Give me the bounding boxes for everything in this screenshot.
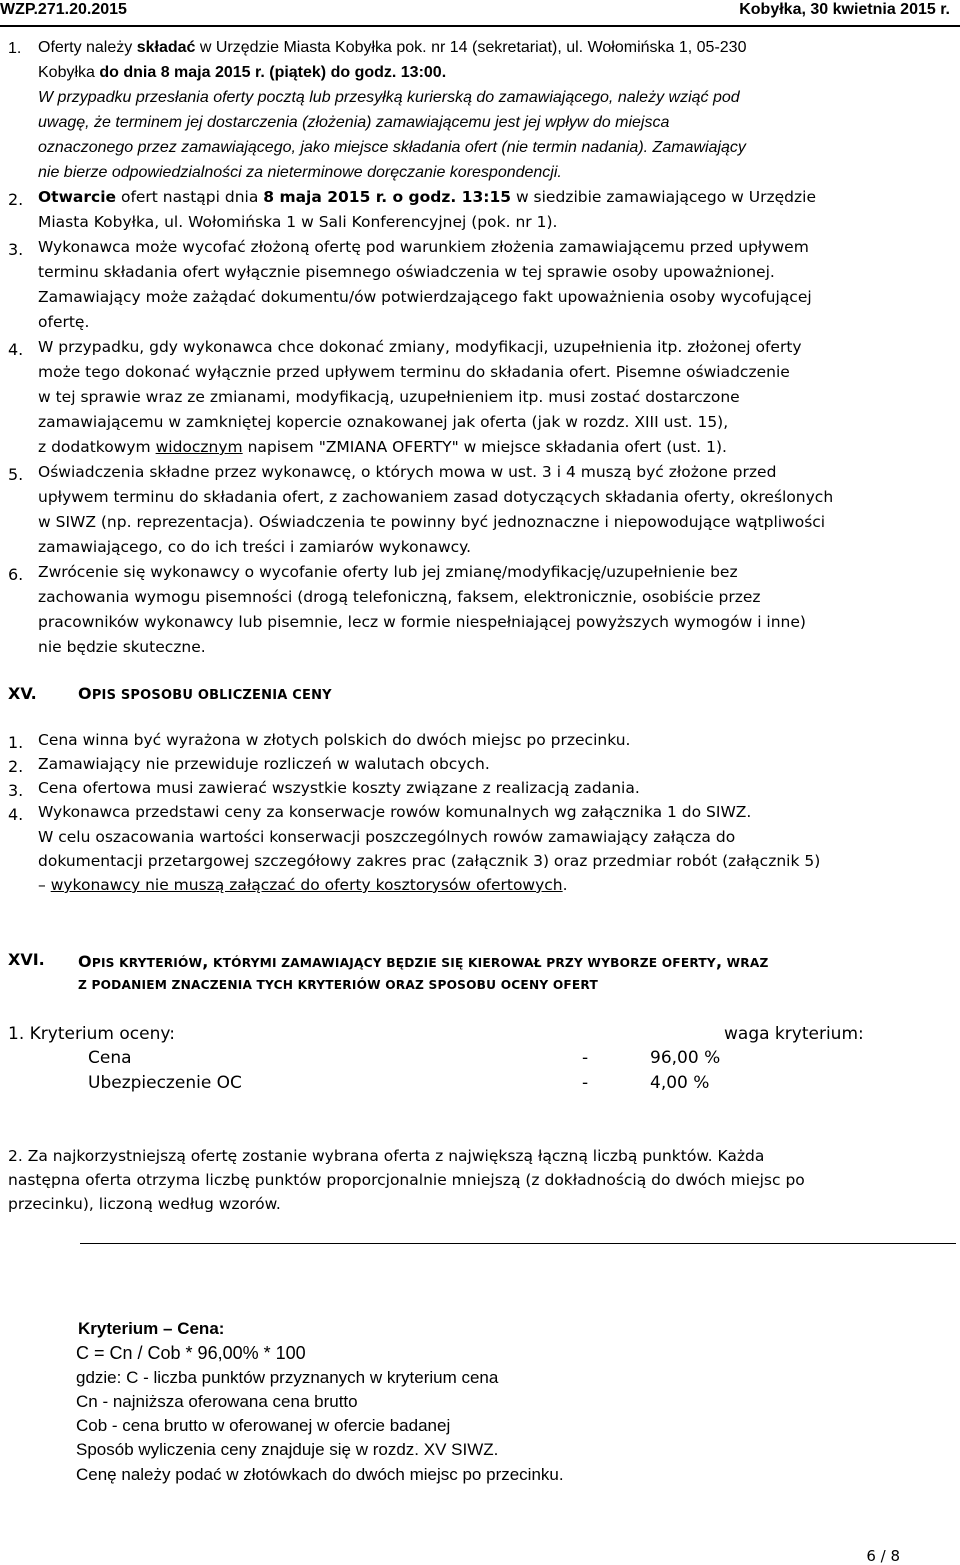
item1-line3: W przypadku przesłania oferty pocztą lub przesyłką kurierską do zamawiającego, należy wziąć pod: [38, 89, 740, 106]
xv-item3: Cena ofertowa musi zawierać wszystkie koszty związane z realizacją zadania.: [38, 779, 640, 797]
item6-line1: Zwrócenie się wykonawcy o wycofanie oferty lub jej zmianę/modyfikację/uzupełnienie bez: [38, 563, 738, 581]
formula-legend: gdzie: C - liczba punktów przyznanych w kryterium cena: [76, 1368, 499, 1387]
xvi-p2-line2: następna oferta otrzyma liczbę punktów proporcjonalnie mniejszą (z dokładnością do dwóch miejsc po: [8, 1171, 805, 1189]
title-comma: ,: [202, 952, 209, 971]
title-rest: PIS KRYTERIÓW: [91, 956, 203, 970]
item1-line6: nie bierze odpowiedzialności za nieterminowe doręczanie korespondencji.: [38, 164, 562, 181]
item6-line2: zachowania wymogu pisemności (drogą telefoniczną, faksem, elektronicznie, osobiście przez: [38, 588, 761, 606]
criterion-name: Ubezpieczenie OC: [88, 1073, 242, 1093]
item1-line5: oznaczonego przez zamawiającego, jako miejsce składania ofert (nie termin nadania). Zamawiający: [38, 139, 746, 156]
criteria-label: 1. Kryterium oceny:: [8, 1024, 175, 1044]
title-initial: O: [78, 684, 92, 703]
document-reference: WZP.271.20.2015: [0, 1, 127, 18]
section-title: [78, 684, 332, 703]
title-comma: ,: [715, 952, 723, 971]
xv-item2: Zamawiający nie przewiduje rozliczeń w walutach obcych.: [38, 755, 490, 773]
section-number: XVI.: [8, 950, 45, 969]
item3-line4: ofertę.: [38, 313, 90, 331]
item3-line2: terminu składania ofert wyłącznie pisemnego oświadczenia w tej sprawie osoby upoważnionej.: [38, 263, 775, 281]
item-number: 1.: [8, 40, 22, 57]
item5-line3: w SIWZ (np. reprezentacja). Oświadczenia te powinny być jednoznaczne i niepowodujące wątpliwości: [38, 513, 826, 531]
formula-heading: Kryterium – Cena:: [78, 1319, 225, 1338]
item-number: 6.: [8, 565, 24, 584]
item-number: 4.: [8, 340, 24, 359]
item3-line1: Wykonawca może wycofać złożoną ofertę pod warunkiem złożenia zamawiającemu przed upływem: [38, 238, 809, 256]
item2-line2: Miasta Kobyłka, ul. Wołomińska 1 w Sali Konferencyjnej (pok. nr 1).: [38, 213, 558, 231]
formula-legend: Sposób wyliczenia ceny znajduje się w rozdz. XV SIWZ.: [76, 1440, 499, 1459]
item1-line1: [38, 40, 746, 56]
item4-line1: W przypadku, gdy wykonawca chce dokonać zmiany, modyfikacji, uzupełnienia itp. złożonej oferty: [38, 338, 802, 356]
item4-line5: [38, 440, 727, 456]
criterion-dash: -: [582, 1048, 589, 1068]
xv-item4-line3: dokumentacji przetargowej szczegółowy zakres prac (załącznik 3) oraz przedmiar robót (załącznik 5): [38, 852, 821, 870]
xv-item1: Cena winna być wyrażona w złotych polskich do dwóch miejsc po przecinku.: [38, 731, 631, 749]
item6-line4: nie będzie skuteczne.: [38, 638, 206, 656]
item1-line2: [38, 65, 446, 81]
page-header: [0, 0, 960, 28]
deadline-text: do dnia 8 maja 2015 r. (piątek) do godz. 13:00.: [99, 64, 447, 81]
divider: [80, 1243, 956, 1244]
criterion-weight: 96,00 %: [650, 1048, 721, 1068]
xv-item4-line4: [38, 878, 568, 894]
item4-line4: zamawiającemu w zamkniętej kopercie oznakowanej jak oferta (jak w rozdz. XIII ust. 15),: [38, 413, 729, 431]
title-initial: O: [78, 952, 92, 971]
xvi-p2-line3: przecinku), liczoną według wzorów.: [8, 1195, 281, 1213]
item5-line2: upływem terminu do składania ofert, z zachowaniem zasad dotyczących składania oferty, określonych: [38, 488, 834, 506]
underlined-text: widocznym: [155, 438, 243, 456]
text: ofert nastąpi dnia: [116, 188, 264, 206]
item4-line2: może tego dokonać wyłącznie przed upływem terminu do składania ofert. Pisemne oświadczenie: [38, 363, 790, 381]
header-rule: [0, 25, 960, 27]
xv-item4-line2: W celu oszacowania wartości konserwacji poszczególnych rowów zamawiający załącza do: [38, 828, 736, 846]
criterion-name: Cena: [88, 1048, 132, 1068]
item3-line3: Zamawiający może zażądać dokumentu/ów potwierdzającego fakt upoważnienia osoby wycofującej: [38, 288, 812, 306]
criterion-weight: 4,00 %: [650, 1073, 710, 1093]
section-title-line1: [78, 952, 769, 971]
item-number: 2.: [8, 190, 24, 209]
page-number: 6 / 8: [866, 1547, 900, 1565]
item-number: 1.: [8, 733, 24, 752]
title-rest: PIS SPOSOBU OBLICZENIA CENY: [91, 688, 332, 703]
underlined-text: wykonawcy nie muszą załączać do oferty kosztorysów ofertowych: [50, 876, 563, 894]
section-number: XV.: [8, 684, 37, 703]
opening-time: 8 maja 2015 r. o godz. 13:15: [263, 188, 512, 206]
document-date: Kobyłka, 30 kwietnia 2015 r.: [739, 1, 950, 18]
section-title-line2: Z PODANIEM ZNACZENIA TYCH KRYTERIÓW ORAZ SPOSOBU OCENY OFERT: [78, 978, 598, 992]
xvi-p2-line1: 2. Za najkorzystniejszą ofertę zostanie wybrana oferta z największą łączną liczbą punktów. Każda: [8, 1147, 765, 1165]
formula-legend: Cob - cena brutto w oferowanej w ofercie badanej: [76, 1416, 451, 1435]
text: z dodatkowym: [38, 438, 156, 456]
item5-line1: Oświadczenia składne przez wykonawcę, o których mowa w ust. 3 i 4 muszą być złożone przed: [38, 463, 777, 481]
item-number: 3.: [8, 240, 24, 259]
formula-legend: Cn - najniższa oferowana cena brutto: [76, 1392, 358, 1411]
dash: –: [38, 876, 51, 894]
text-bold: Otwarcie: [38, 188, 117, 206]
title-rest: WRAZ: [722, 956, 769, 970]
item-number: 5.: [8, 465, 24, 484]
text: Oferty należy: [38, 39, 137, 56]
formula-legend: Cenę należy podać w złotówkach do dwóch miejsc po przecinku.: [76, 1465, 564, 1484]
text: napisem "ZMIANA OFERTY" w miejsce składania ofert (ust. 1).: [242, 438, 727, 456]
item-number: 4.: [8, 805, 24, 824]
item2-line1: [38, 190, 816, 206]
item5-line4: zamawiającego, co do ich treści i zamiarów wykonawcy.: [38, 538, 472, 556]
text: .: [562, 876, 568, 894]
text: w Urzędzie Miasta Kobyłka pok. nr 14 (sekretariat), ul. Wołomińska 1, 05-230: [195, 39, 747, 56]
text: w siedzibie zamawiającego w Urzędzie: [511, 188, 816, 206]
item-number: 3.: [8, 781, 24, 800]
item-number: 2.: [8, 757, 24, 776]
criterion-dash: -: [582, 1073, 589, 1093]
text: Kobyłka: [38, 64, 100, 81]
xv-item4-line1: Wykonawca przedstawi ceny za konserwacje rowów komunalnych wg załącznika 1 do SIWZ.: [38, 803, 752, 821]
item1-line4: uwagę, że terminem jej dostarczenia (złożenia) zamawiającemu jest jej wpływ do miejsca: [38, 114, 670, 131]
item6-line3: pracowników wykonawcy lub pisemnie, lecz w formie niespełniającej powyższych wymogów i inne): [38, 613, 806, 631]
weight-label: waga kryterium:: [724, 1024, 864, 1044]
title-rest: KTÓRYMI ZAMAWIAJĄCY BĘDZIE SIĘ KIEROWAŁ PRZY WYBORZE OFERTY: [208, 956, 716, 970]
formula: C = Cn / Cob * 96,00% * 100: [76, 1343, 306, 1363]
item4-line3: w tej sprawie wraz ze zmianami, modyfikacją, uzupełnieniem itp. musi zostać dostarczone: [38, 388, 740, 406]
text-bold: składać: [136, 39, 196, 56]
